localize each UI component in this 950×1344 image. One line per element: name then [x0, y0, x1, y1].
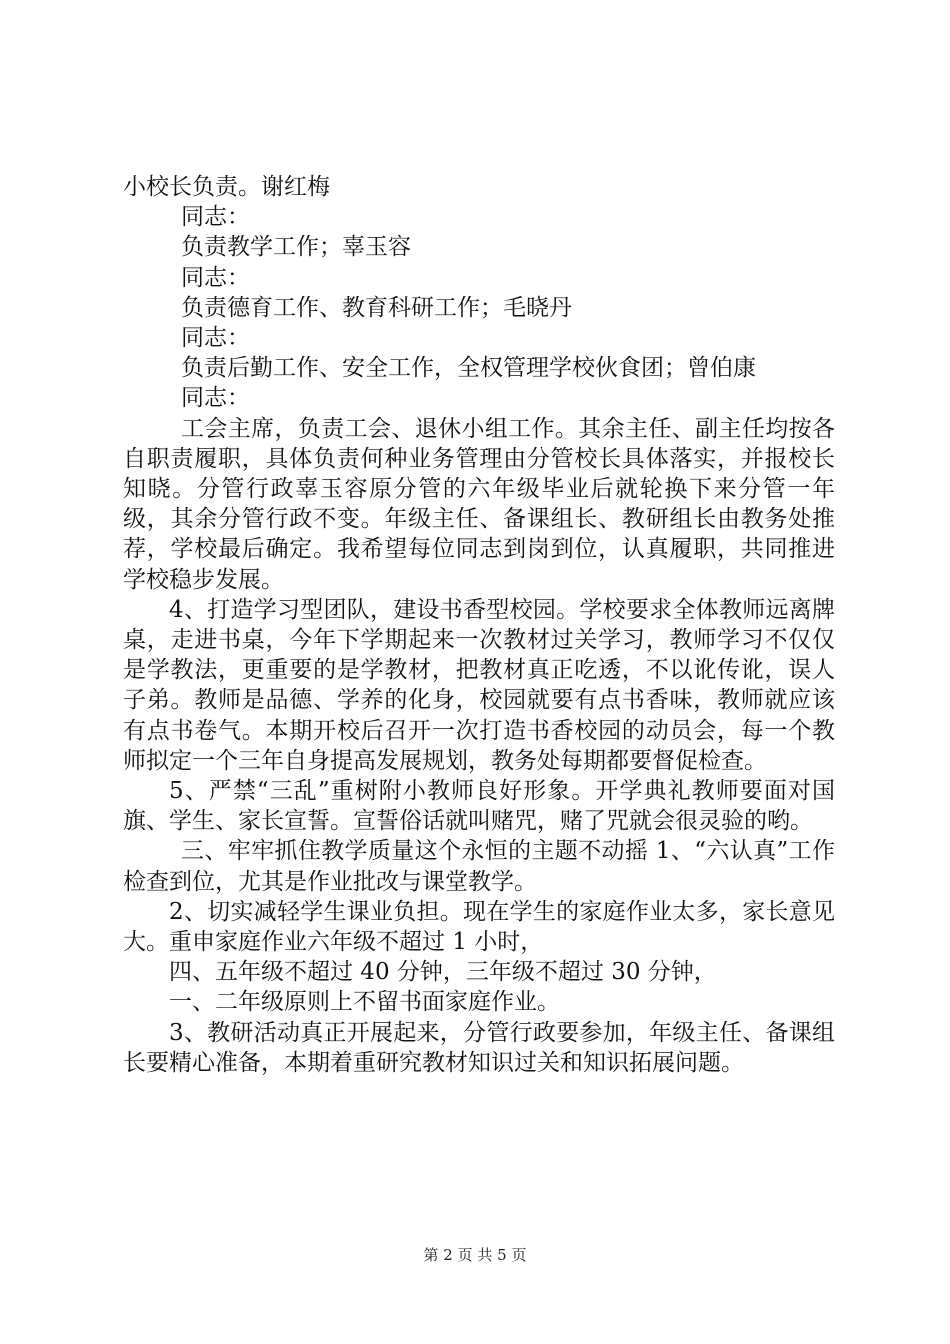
- text-line: 小校长负责。谢红梅: [123, 174, 330, 200]
- text-line: 同志：: [181, 264, 250, 291]
- paragraph: 2、切实减轻学生课业负担。现在学生的家庭作业太多，家长意见大。重申家庭作业六年级不超过 1 小时，: [123, 898, 835, 956]
- text-line: 同志：: [181, 325, 250, 352]
- text-line: 同志：: [181, 204, 250, 231]
- document-body: [123, 172, 835, 1078]
- page-number-footer: 第 2 页 共 5 页: [423, 1246, 527, 1264]
- paragraph: 4、打造学习型团队，建设书香型校园。学校要求全体教师远离牌桌，走进书桌，今年下学期起来一次教材过关学习，教师学习不仅仅是学教法，更重要的是学教材，把教材真正吃透，不以讹传讹，误人子弟。教师是品德、学养的化身，校园就要有点书香味，教师就应该有点书卷气。本期开校后召开一次打造书香校园的动员会，每一个教师拟定一个三年自身提高发展规划，教务处每期都要督促检查。: [123, 596, 835, 774]
- text-line: 同志：: [181, 385, 250, 412]
- paragraph: 四、五年级不超过 40 分钟，三年级不超过 30 分钟，: [169, 959, 717, 986]
- text-line: 负责德育工作、教育科研工作；毛晓丹: [181, 294, 572, 321]
- text-line: 负责教学工作；辜玉容: [181, 234, 411, 261]
- paragraph: 工会主席，负责工会、退休小组工作。其余主任、副主任均按各自职责履职，具体负责何种业务管理由分管校长具体落实，并报校长知晓。分管行政辜玉容原分管的六年级毕业后就轮换下来分管一年级，其余分管行政不变。年级主任、备课组长、教研组长由教务处推荐，学校最后确定。我希望每位同志到岗到位，认真履职，共同推进学校稳步发展。: [123, 415, 835, 593]
- paragraph: 三、牢牢抓住教学质量这个永恒的主题不动摇 1、“六认真”工作检查到位，尤其是作业批改与课堂教学。: [123, 838, 835, 895]
- paragraph: 3、教研活动真正开展起来，分管行政要参加，年级主任、备课组长要精心准备，本期着重研究教材知识过关和知识拓展问题。: [123, 1019, 835, 1076]
- text-line: 负责后勤工作、安全工作，全权管理学校伙食团；曾伯康: [181, 355, 756, 382]
- paragraph: 5、严禁“三乱”重树附小教师良好形象。开学典礼教师要面对国旗、学生、家长宣誓。宣誓俗话就叫赌咒，赌了咒就会很灵验的哟。: [123, 778, 835, 835]
- paragraph: 一、二年级原则上不留书面家庭作业。: [169, 989, 560, 1016]
